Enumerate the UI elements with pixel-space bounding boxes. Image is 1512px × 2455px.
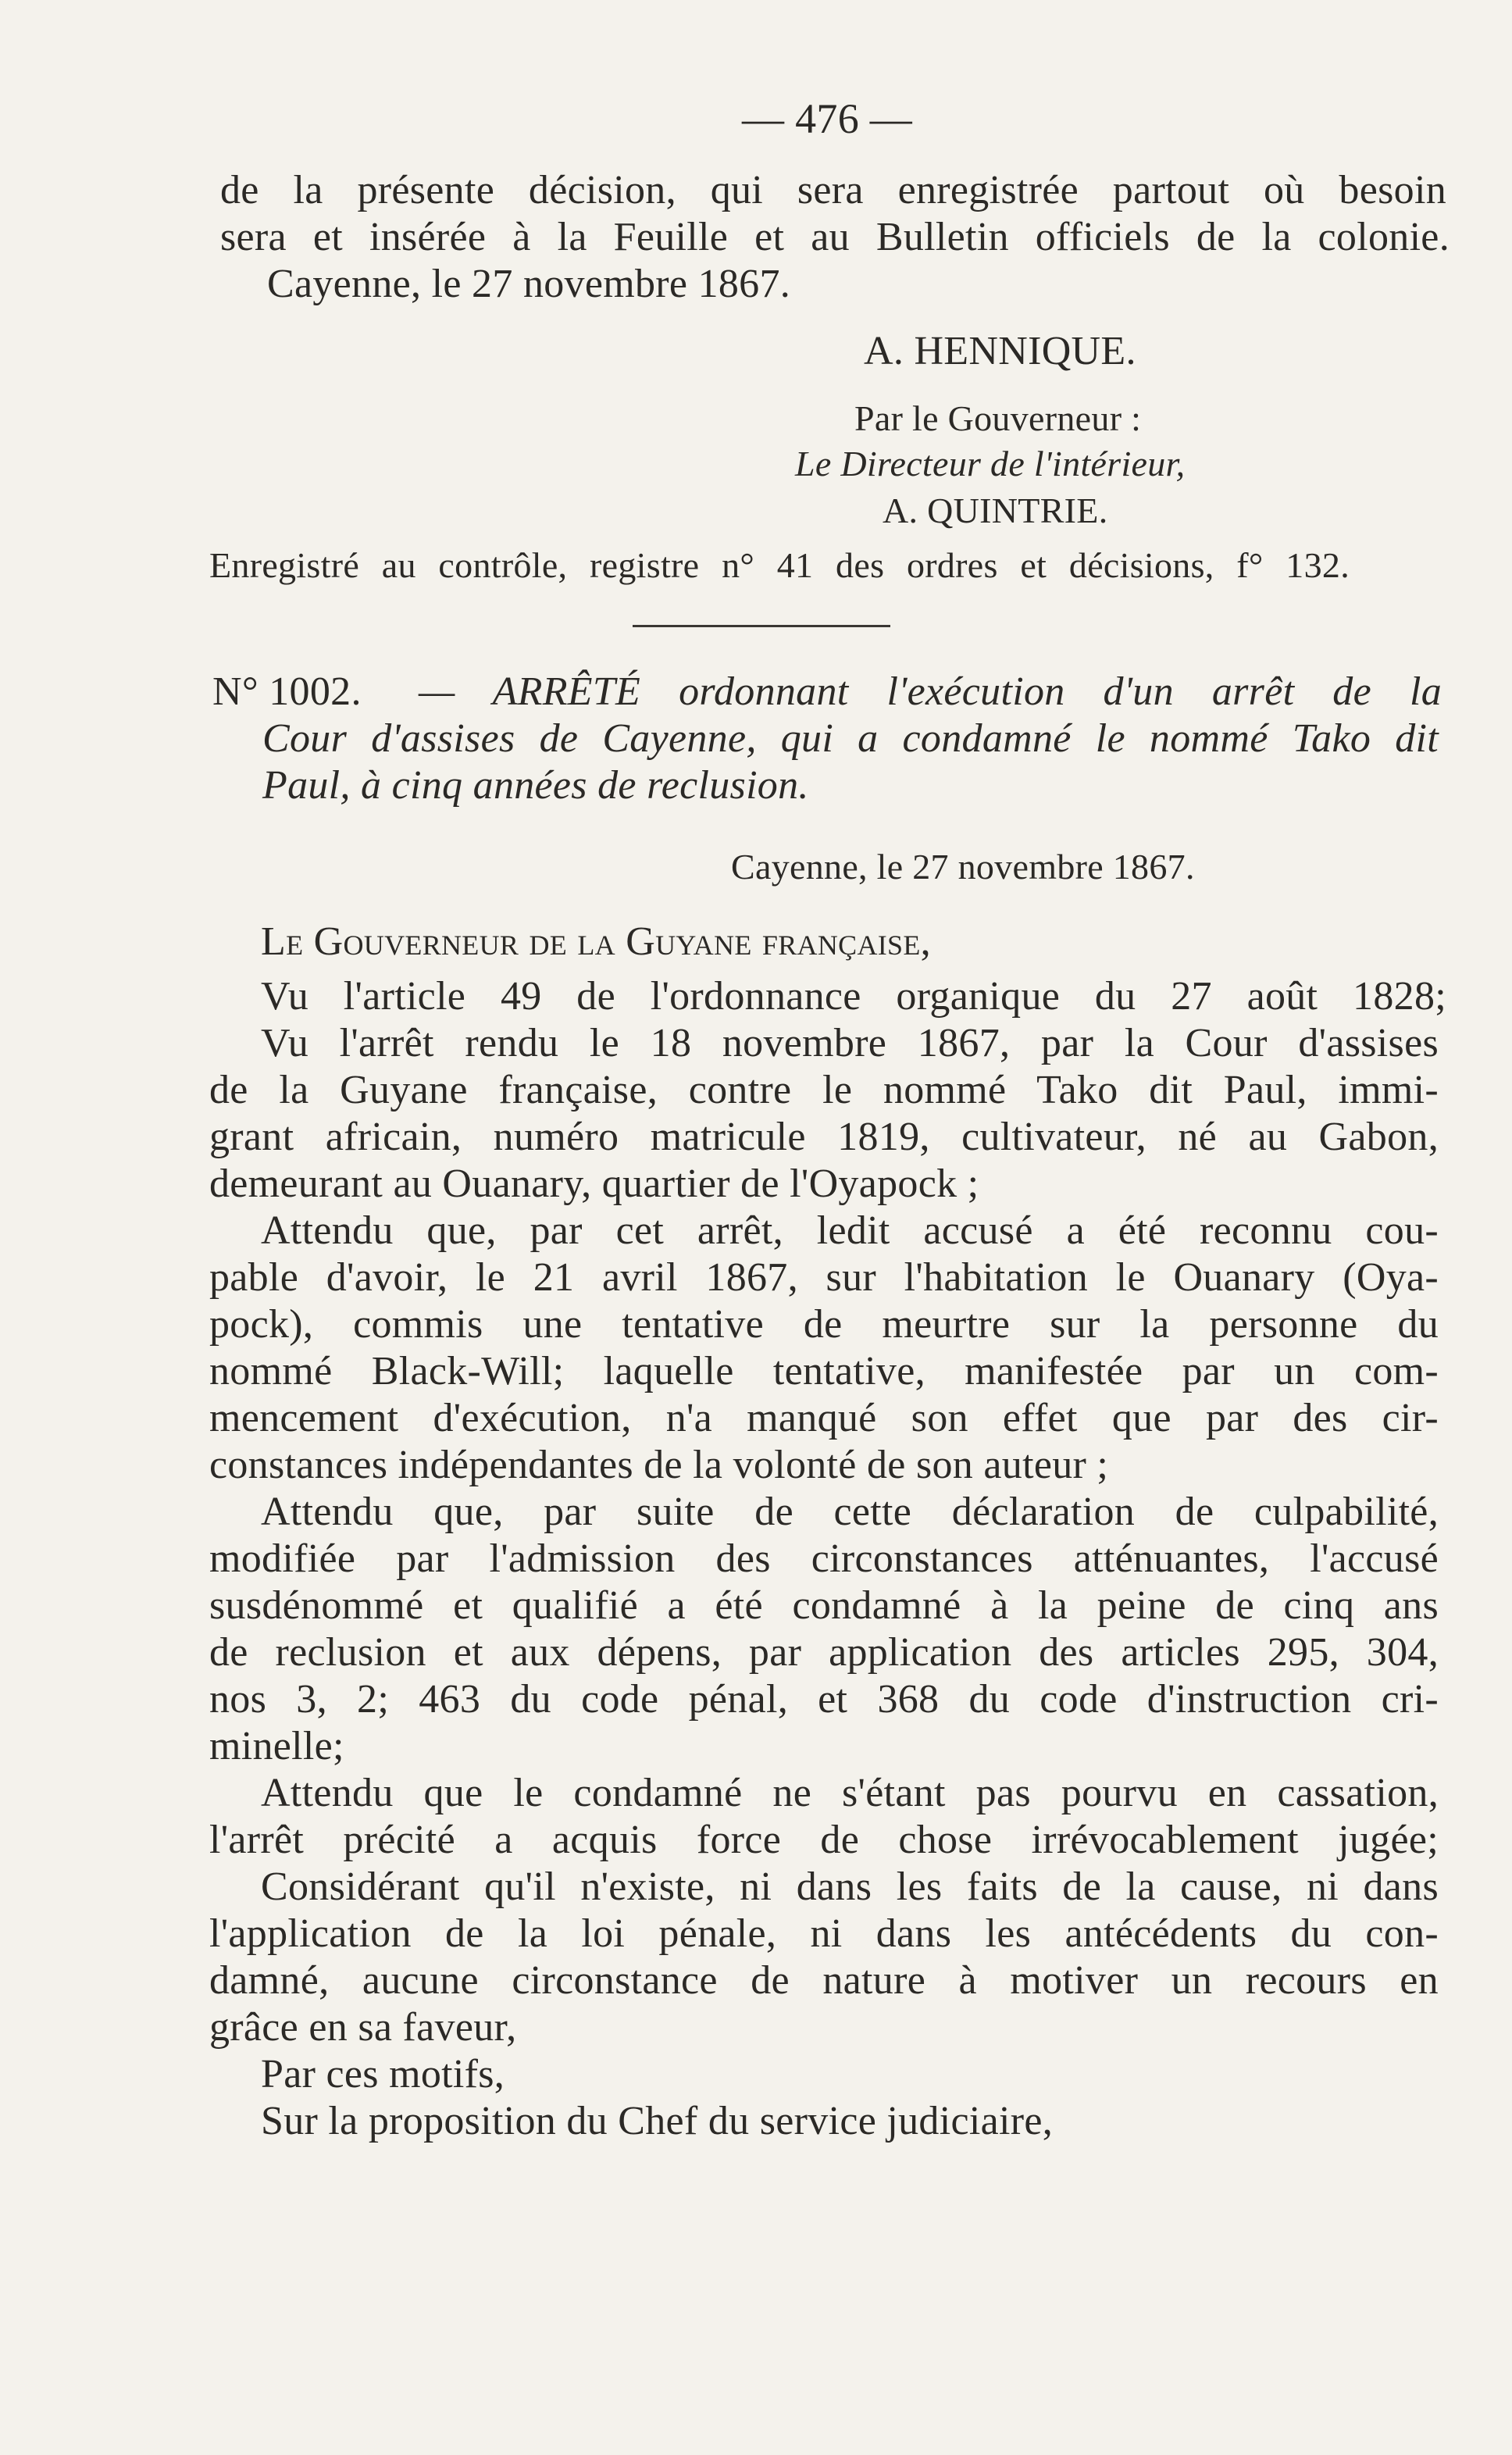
body-line: constances indépendantes de la volonté de son auteur ; <box>209 1443 1109 1487</box>
body-line: demeurant au Ouanary, quartier de l'Oyapock ; <box>209 1161 979 1206</box>
body-line: Attendu que le condamné ne s'étant pas pourvu en cassation, <box>261 1771 1439 1815</box>
page-number: — 476 — <box>742 95 913 142</box>
body-line: Attendu que, par suite de cette déclaration de culpabilité, <box>261 1490 1439 1534</box>
body-line: grant africain, numéro matricule 1819, cultivateur, né au Gabon, <box>209 1115 1439 1159</box>
decree-number: N° 1002. <box>212 669 362 714</box>
body-line: Par ces motifs, <box>261 2052 505 2096</box>
countersigner-name: A. QUINTRIE. <box>883 491 1108 530</box>
body-line: grâce en sa faveur, <box>209 2005 517 2050</box>
opening-line: Cayenne, le 27 novembre 1867. <box>267 262 791 306</box>
body-line: minelle; <box>209 1724 344 1768</box>
body-line: pock), commis une tentative de meurtre sur la personne du <box>209 1302 1439 1347</box>
opening-line: de la présente décision, qui sera enregistrée partout où besoin <box>220 168 1446 212</box>
body-line: Vu l'article 49 de l'ordonnance organique du 27 août 1828; <box>261 974 1446 1019</box>
by-line: Par le Gouverneur : <box>854 398 1142 438</box>
decree-title-line: — ARRÊTÉ ordonnant l'exécution d'un arrêt de la <box>419 669 1442 714</box>
signer-name: A. HENNIQUE. <box>864 329 1136 373</box>
section-divider <box>633 625 890 627</box>
decree-title-line: Cour d'assises de Cayenne, qui a condamné le nommé Tako dit <box>262 716 1439 761</box>
place-date: Cayenne, le 27 novembre 1867. <box>731 847 1195 887</box>
body-line: susdénommé et qualifié a été condamné à la peine de cinq ans <box>209 1583 1439 1628</box>
body-line: de reclusion et aux dépens, par application des articles 295, 304, <box>209 1630 1439 1675</box>
body-line: nos 3, 2; 463 du code pénal, et 368 du code d'instruction cri- <box>209 1677 1439 1722</box>
body-line: mencement d'exécution, n'a manqué son effet que par des cir- <box>209 1396 1439 1440</box>
body-line: pable d'avoir, le 21 avril 1867, sur l'habitation le Ouanary (Oya- <box>209 1255 1439 1300</box>
body-line: nommé Black-Will; laquelle tentative, manifestée par un com- <box>209 1349 1439 1393</box>
issuer-line: Le Gouverneur de la Guyane française, <box>261 919 931 964</box>
body-line: Attendu que, par cet arrêt, ledit accusé a été reconnu cou- <box>261 1208 1439 1253</box>
body-line: modifiée par l'admission des circonstances atténuantes, l'accusé <box>209 1536 1439 1581</box>
body-line: Sur la proposition du Chef du service judiciaire, <box>261 2099 1054 2143</box>
body-line: Vu l'arrêt rendu le 18 novembre 1867, par la Cour d'assises <box>261 1021 1439 1065</box>
body-line: de la Guyane française, contre le nommé Tako dit Paul, immi- <box>209 1068 1439 1112</box>
body-line: l'arrêt précité a acquis force de chose irrévocablement jugée; <box>209 1818 1439 1862</box>
body-line: damné, aucune circonstance de nature à motiver un recours en <box>209 1958 1439 2003</box>
role-line: Le Directeur de l'intérieur, <box>795 444 1186 484</box>
registration-note: Enregistré au contrôle, registre n° 41 des ordres et décisions, f° 132. <box>209 545 1350 585</box>
body-line: l'application de la loi pénale, ni dans les antécédents du con- <box>209 1911 1439 1956</box>
body-line: Considérant qu'il n'existe, ni dans les faits de la cause, ni dans <box>261 1864 1439 1909</box>
decree-title-line: Paul, à cinq années de reclusion. <box>262 763 809 808</box>
opening-line: sera et insérée à la Feuille et au Bulletin officiels de la colonie. <box>220 215 1450 259</box>
